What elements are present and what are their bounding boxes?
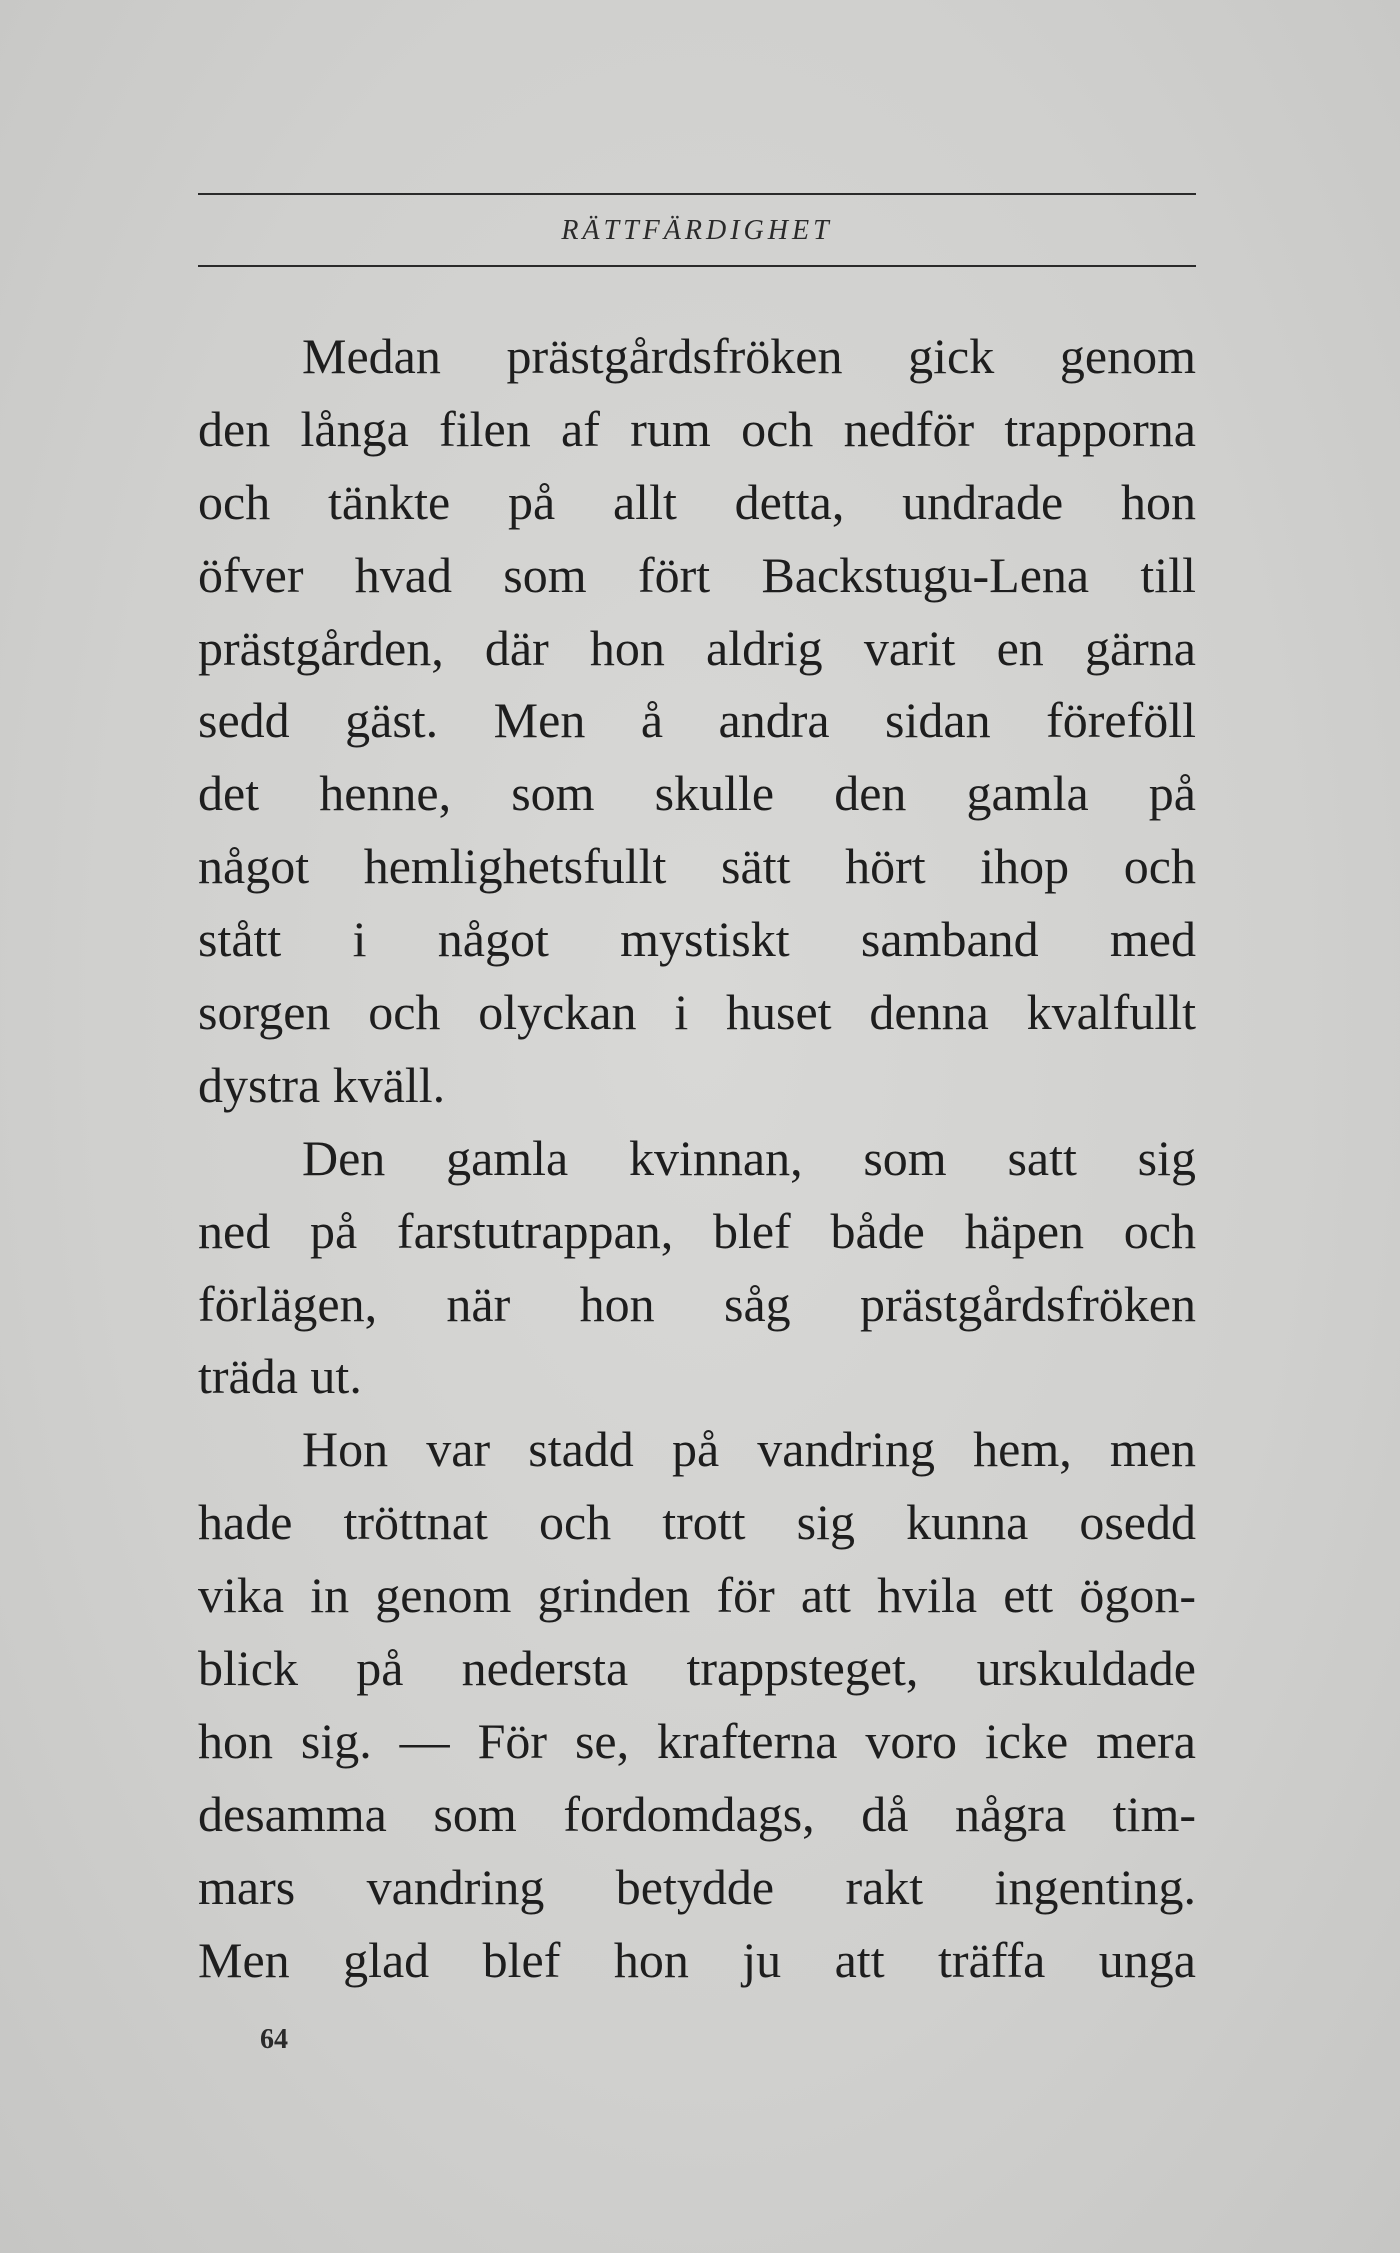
text-line: något hemlighetsfullt sätt hört ihop och	[198, 838, 1196, 895]
running-head: RÄTTFÄRDIGHET	[561, 215, 833, 246]
text-line: mars vandring betydde rakt ingenting.	[198, 1858, 1196, 1915]
text-line: Medan prästgårdsfröken gick genom	[302, 328, 1196, 384]
text-line: stått i något mystiskt samband med	[198, 911, 1196, 968]
text-line: förlägen, när hon såg prästgårdsfröken	[198, 1275, 1196, 1332]
text-line: Den gamla kvinnan, som satt sig	[302, 1129, 1196, 1186]
text-line: det henne, som skulle den gamla på	[198, 765, 1196, 822]
text-line: vika in genom grinden för att hvila ett ögon-	[198, 1567, 1196, 1624]
text-line: Men glad blef hon ju att träffa unga	[198, 1931, 1196, 1988]
header-rule-top	[198, 193, 1196, 195]
header-rule-bottom	[198, 265, 1196, 267]
text-line: hon sig. — För se, krafterna voro icke mera	[198, 1712, 1196, 1769]
text-line: prästgården, där hon aldrig varit en gärna	[198, 619, 1196, 676]
text-line: ned på farstutrappan, blef både häpen och	[198, 1202, 1196, 1259]
text-line: hade tröttnat och trott sig kunna osedd	[198, 1494, 1196, 1551]
page-number: 64	[260, 2024, 288, 2055]
text-line: desamma som fordomdags, då några tim-	[198, 1785, 1196, 1842]
text-line: dystra kväll.	[198, 1056, 446, 1113]
text-line: Hon var stadd på vandring hem, men	[302, 1421, 1196, 1478]
text-line: sedd gäst. Men å andra sidan föreföll	[198, 692, 1196, 749]
text-line: träda ut.	[198, 1348, 362, 1405]
text-line: den långa filen af rum och nedför trapporna	[198, 400, 1196, 457]
body-text	[198, 320, 1196, 1996]
text-line: blick på nedersta trappsteget, urskuldade	[198, 1640, 1196, 1697]
text-line: öfver hvad som fört Backstugu-Lena till	[198, 546, 1196, 603]
text-line: sorgen och olyckan i huset denna kvalfullt	[198, 984, 1196, 1041]
text-line: och tänkte på allt detta, undrade hon	[198, 473, 1196, 530]
